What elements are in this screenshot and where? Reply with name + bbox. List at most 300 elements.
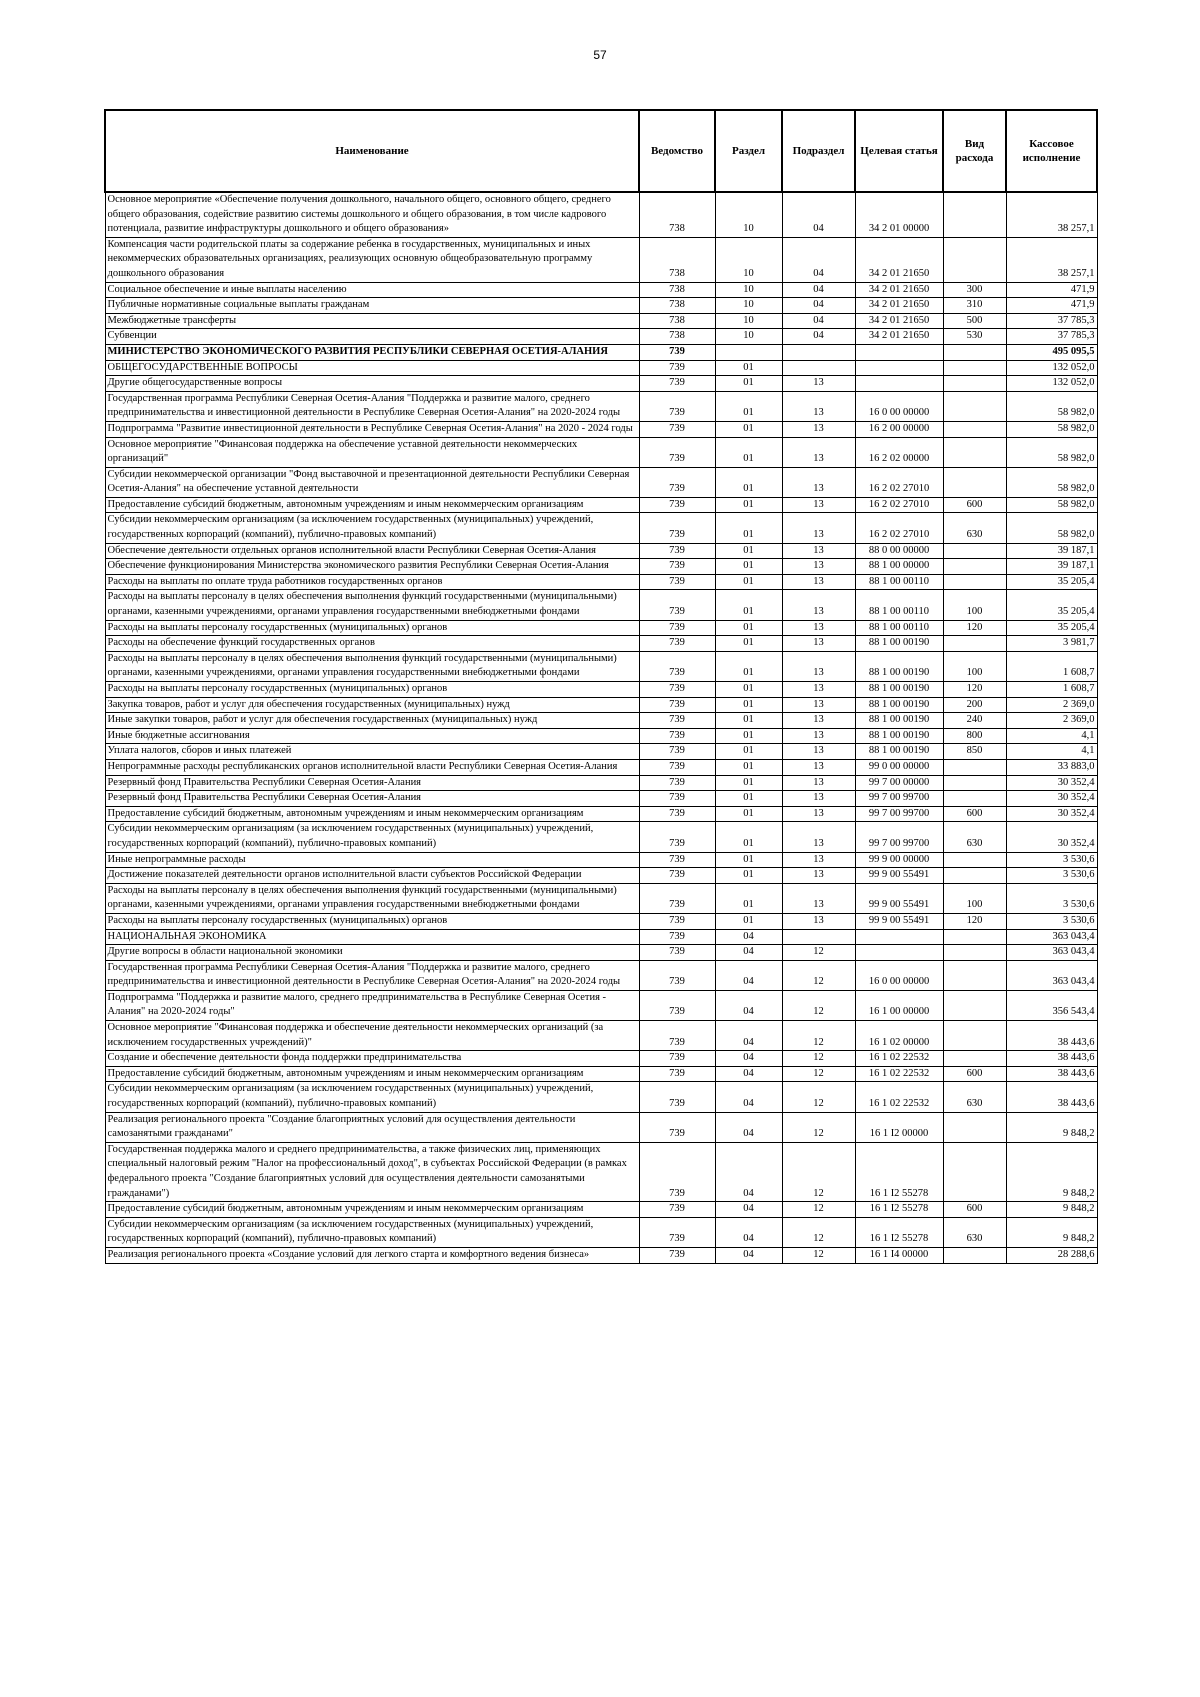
cell-podrazdel: 12 xyxy=(782,1112,855,1142)
cell-kassovoe-ispolnenie: 28 288,6 xyxy=(1006,1247,1097,1263)
table-row xyxy=(105,697,1097,713)
cell-podrazdel: 12 xyxy=(782,1142,855,1201)
cell-vid-raskhoda: 600 xyxy=(943,806,1006,822)
table-row xyxy=(105,852,1097,868)
cell-kassovoe-ispolnenie: 58 982,0 xyxy=(1006,391,1097,421)
table-body xyxy=(105,192,1097,1263)
cell-razdel: 04 xyxy=(715,945,782,961)
cell-vid-raskhoda: 310 xyxy=(943,298,1006,314)
cell-kassovoe-ispolnenie: 1 608,7 xyxy=(1006,682,1097,698)
cell-vedomstvo: 738 xyxy=(639,192,715,237)
cell-podrazdel: 13 xyxy=(782,421,855,437)
cell-kassovoe-ispolnenie: 30 352,4 xyxy=(1006,791,1097,807)
cell-tselevaya-statya: 34 2 01 21650 xyxy=(855,329,943,345)
cell-razdel: 01 xyxy=(715,759,782,775)
header-razdel: Раздел xyxy=(715,110,782,192)
cell-tselevaya-statya: 99 9 00 00000 xyxy=(855,852,943,868)
table-row xyxy=(105,791,1097,807)
cell-razdel: 01 xyxy=(715,590,782,620)
cell-podrazdel: 13 xyxy=(782,913,855,929)
cell-tselevaya-statya: 16 2 02 27010 xyxy=(855,513,943,543)
cell-vid-raskhoda: 200 xyxy=(943,697,1006,713)
cell-vedomstvo: 739 xyxy=(639,1066,715,1082)
cell-vid-raskhoda: 500 xyxy=(943,313,1006,329)
cell-vedomstvo: 739 xyxy=(639,376,715,392)
cell-kassovoe-ispolnenie: 38 257,1 xyxy=(1006,192,1097,237)
cell-vedomstvo: 739 xyxy=(639,990,715,1020)
cell-name: Компенсация части родительской платы за содержание ребенка в государственных, муниципальных и иных некоммерческих образовательных организациях, реализующих основную общеобразовательную программу дошкольного образования xyxy=(105,237,639,282)
cell-vid-raskhoda xyxy=(943,1112,1006,1142)
cell-name: Расходы на выплаты персоналу государственных (муниципальных) органов xyxy=(105,913,639,929)
cell-name: Предоставление субсидий бюджетным, автономным учреждениям и иным некоммерческим организациям xyxy=(105,806,639,822)
cell-vid-raskhoda xyxy=(943,421,1006,437)
cell-kassovoe-ispolnenie: 132 052,0 xyxy=(1006,360,1097,376)
cell-kassovoe-ispolnenie: 38 443,6 xyxy=(1006,1021,1097,1051)
cell-razdel: 01 xyxy=(715,636,782,652)
table-row xyxy=(105,728,1097,744)
cell-vedomstvo: 739 xyxy=(639,467,715,497)
cell-tselevaya-statya xyxy=(855,344,943,360)
cell-razdel: 01 xyxy=(715,744,782,760)
cell-podrazdel xyxy=(782,929,855,945)
cell-vedomstvo: 739 xyxy=(639,1082,715,1112)
cell-tselevaya-statya: 88 1 00 00190 xyxy=(855,713,943,729)
header-vedomstvo: Ведомство xyxy=(639,110,715,192)
cell-razdel: 04 xyxy=(715,1066,782,1082)
cell-tselevaya-statya: 88 1 00 00190 xyxy=(855,636,943,652)
table-row xyxy=(105,298,1097,314)
cell-name: Субсидии некоммерческим организациям (за исключением государственных (муниципальных) учреждений, государственных корпораций (компаний), публично-правовых компаний) xyxy=(105,1217,639,1247)
cell-kassovoe-ispolnenie: 39 187,1 xyxy=(1006,543,1097,559)
cell-razdel: 01 xyxy=(715,697,782,713)
cell-vedomstvo: 739 xyxy=(639,543,715,559)
cell-tselevaya-statya xyxy=(855,360,943,376)
cell-name: Иные бюджетные ассигнования xyxy=(105,728,639,744)
cell-razdel: 01 xyxy=(715,713,782,729)
table-row xyxy=(105,192,1097,237)
cell-podrazdel: 04 xyxy=(782,192,855,237)
cell-tselevaya-statya: 16 1 I2 55278 xyxy=(855,1142,943,1201)
cell-razdel: 01 xyxy=(715,574,782,590)
cell-name: Государственная программа Республики Северная Осетия-Алания "Поддержка и развитие малого, среднего предпринимательства и инвестиционной деятельности в Республике Северная Осетия-Алания" на 2020-2024 годы xyxy=(105,391,639,421)
table-row xyxy=(105,1021,1097,1051)
cell-podrazdel: 13 xyxy=(782,590,855,620)
cell-podrazdel: 13 xyxy=(782,467,855,497)
cell-razdel: 01 xyxy=(715,360,782,376)
cell-kassovoe-ispolnenie: 30 352,4 xyxy=(1006,775,1097,791)
cell-razdel: 01 xyxy=(715,421,782,437)
cell-name: Субсидии некоммерческим организациям (за исключением государственных (муниципальных) учреждений, государственных корпораций (компаний), публично-правовых компаний) xyxy=(105,513,639,543)
cell-podrazdel xyxy=(782,360,855,376)
cell-podrazdel: 13 xyxy=(782,791,855,807)
cell-vedomstvo: 739 xyxy=(639,391,715,421)
cell-vedomstvo: 739 xyxy=(639,728,715,744)
cell-name: Основное мероприятие "Финансовая поддержка на обеспечение уставной деятельности некоммерческих организаций" xyxy=(105,437,639,467)
cell-podrazdel xyxy=(782,344,855,360)
table-row xyxy=(105,1217,1097,1247)
cell-razdel: 04 xyxy=(715,1112,782,1142)
cell-razdel: 04 xyxy=(715,1082,782,1112)
header-vid-raskhoda: Вид расхода xyxy=(943,110,1006,192)
cell-vedomstvo: 739 xyxy=(639,913,715,929)
table-row xyxy=(105,759,1097,775)
cell-kassovoe-ispolnenie: 363 043,4 xyxy=(1006,929,1097,945)
table-row xyxy=(105,437,1097,467)
cell-podrazdel: 13 xyxy=(782,806,855,822)
table-row xyxy=(105,513,1097,543)
cell-podrazdel: 13 xyxy=(782,376,855,392)
cell-vid-raskhoda: 800 xyxy=(943,728,1006,744)
table-row xyxy=(105,1142,1097,1201)
cell-name: Достижение показателей деятельности органов исполнительной власти субъектов Российской Федерации xyxy=(105,868,639,884)
table-row xyxy=(105,590,1097,620)
cell-kassovoe-ispolnenie: 3 981,7 xyxy=(1006,636,1097,652)
budget-table xyxy=(104,109,1098,1264)
cell-kassovoe-ispolnenie: 37 785,3 xyxy=(1006,329,1097,345)
cell-name: Иные закупки товаров, работ и услуг для обеспечения государственных (муниципальных) нужд xyxy=(105,713,639,729)
table-row xyxy=(105,651,1097,681)
cell-vedomstvo: 739 xyxy=(639,744,715,760)
cell-kassovoe-ispolnenie: 38 257,1 xyxy=(1006,237,1097,282)
cell-tselevaya-statya: 99 7 00 99700 xyxy=(855,806,943,822)
cell-razdel: 01 xyxy=(715,437,782,467)
cell-vedomstvo: 739 xyxy=(639,437,715,467)
cell-tselevaya-statya: 16 2 02 27010 xyxy=(855,497,943,513)
table-row xyxy=(105,1247,1097,1263)
cell-vid-raskhoda xyxy=(943,437,1006,467)
table-row xyxy=(105,1112,1097,1142)
cell-name: Другие вопросы в области национальной экономики xyxy=(105,945,639,961)
cell-podrazdel: 13 xyxy=(782,775,855,791)
cell-podrazdel: 13 xyxy=(782,437,855,467)
cell-vid-raskhoda: 600 xyxy=(943,1066,1006,1082)
cell-kassovoe-ispolnenie: 363 043,4 xyxy=(1006,960,1097,990)
cell-kassovoe-ispolnenie: 132 052,0 xyxy=(1006,376,1097,392)
cell-kassovoe-ispolnenie: 9 848,2 xyxy=(1006,1142,1097,1201)
cell-name: НАЦИОНАЛЬНАЯ ЭКОНОМИКА xyxy=(105,929,639,945)
cell-kassovoe-ispolnenie: 39 187,1 xyxy=(1006,559,1097,575)
cell-podrazdel: 13 xyxy=(782,697,855,713)
table-row xyxy=(105,929,1097,945)
cell-tselevaya-statya: 99 7 00 99700 xyxy=(855,822,943,852)
cell-vid-raskhoda: 630 xyxy=(943,513,1006,543)
cell-name: Субвенции xyxy=(105,329,639,345)
cell-kassovoe-ispolnenie: 471,9 xyxy=(1006,298,1097,314)
cell-razdel: 01 xyxy=(715,376,782,392)
cell-vedomstvo: 739 xyxy=(639,1202,715,1218)
cell-podrazdel: 13 xyxy=(782,868,855,884)
table-row xyxy=(105,883,1097,913)
cell-tselevaya-statya: 16 1 I2 00000 xyxy=(855,1112,943,1142)
cell-podrazdel: 12 xyxy=(782,1082,855,1112)
cell-vid-raskhoda: 120 xyxy=(943,620,1006,636)
cell-razdel: 10 xyxy=(715,192,782,237)
cell-podrazdel: 13 xyxy=(782,713,855,729)
cell-kassovoe-ispolnenie: 58 982,0 xyxy=(1006,513,1097,543)
cell-razdel: 01 xyxy=(715,559,782,575)
cell-vid-raskhoda: 630 xyxy=(943,822,1006,852)
cell-name: Расходы на выплаты по оплате труда работников государственных органов xyxy=(105,574,639,590)
cell-vedomstvo: 739 xyxy=(639,713,715,729)
cell-razdel: 04 xyxy=(715,1247,782,1263)
cell-name: Расходы на выплаты персоналу в целях обеспечения выполнения функций государственными (муниципальными) органами, казенными учреждениями, органами управления государственными внебюджетными фондами xyxy=(105,590,639,620)
cell-razdel: 01 xyxy=(715,822,782,852)
cell-name: Предоставление субсидий бюджетным, автономным учреждениям и иным некоммерческим организациям xyxy=(105,1066,639,1082)
table-row xyxy=(105,237,1097,282)
cell-vedomstvo: 739 xyxy=(639,775,715,791)
cell-podrazdel: 12 xyxy=(782,945,855,961)
cell-vedomstvo: 738 xyxy=(639,282,715,298)
cell-vid-raskhoda: 120 xyxy=(943,682,1006,698)
cell-kassovoe-ispolnenie: 37 785,3 xyxy=(1006,313,1097,329)
cell-tselevaya-statya: 16 1 02 22532 xyxy=(855,1082,943,1112)
cell-podrazdel: 12 xyxy=(782,1021,855,1051)
cell-podrazdel: 12 xyxy=(782,1217,855,1247)
cell-kassovoe-ispolnenie: 38 443,6 xyxy=(1006,1051,1097,1067)
table-row xyxy=(105,806,1097,822)
cell-tselevaya-statya: 16 1 02 00000 xyxy=(855,1021,943,1051)
cell-razdel: 01 xyxy=(715,497,782,513)
cell-vedomstvo: 738 xyxy=(639,298,715,314)
cell-vedomstvo: 739 xyxy=(639,1051,715,1067)
cell-vid-raskhoda xyxy=(943,360,1006,376)
cell-tselevaya-statya: 99 7 00 99700 xyxy=(855,791,943,807)
cell-podrazdel: 12 xyxy=(782,1051,855,1067)
cell-tselevaya-statya: 99 0 00 00000 xyxy=(855,759,943,775)
cell-kassovoe-ispolnenie: 38 443,6 xyxy=(1006,1066,1097,1082)
cell-name: Реализация регионального проекта "Создание благоприятных условий для осуществления деятельности самозанятыми гражданами" xyxy=(105,1112,639,1142)
cell-name: Обеспечение функционирования Министерства экономического развития Республики Северная Осетия-Алания xyxy=(105,559,639,575)
cell-podrazdel: 12 xyxy=(782,960,855,990)
cell-razdel: 04 xyxy=(715,1051,782,1067)
table-row xyxy=(105,1082,1097,1112)
table-row xyxy=(105,822,1097,852)
cell-name: МИНИСТЕРСТВО ЭКОНОМИЧЕСКОГО РАЗВИТИЯ РЕСПУБЛИКИ СЕВЕРНАЯ ОСЕТИЯ-АЛАНИЯ xyxy=(105,344,639,360)
cell-podrazdel: 12 xyxy=(782,1247,855,1263)
cell-vedomstvo: 739 xyxy=(639,1142,715,1201)
cell-podrazdel: 13 xyxy=(782,543,855,559)
cell-name: Субсидии некоммерческим организациям (за исключением государственных (муниципальных) учреждений, государственных корпораций (компаний), публично-правовых компаний) xyxy=(105,822,639,852)
table-row xyxy=(105,744,1097,760)
cell-name: Резервный фонд Правительства Республики Северная Осетия-Алания xyxy=(105,791,639,807)
cell-razdel: 04 xyxy=(715,960,782,990)
cell-name: Закупка товаров, работ и услуг для обеспечения государственных (муниципальных) нужд xyxy=(105,697,639,713)
cell-podrazdel: 04 xyxy=(782,329,855,345)
cell-name: Межбюджетные трансферты xyxy=(105,313,639,329)
table-row xyxy=(105,990,1097,1020)
cell-vid-raskhoda xyxy=(943,636,1006,652)
cell-razdel: 01 xyxy=(715,513,782,543)
cell-tselevaya-statya: 16 1 I4 00000 xyxy=(855,1247,943,1263)
cell-kassovoe-ispolnenie: 2 369,0 xyxy=(1006,713,1097,729)
cell-podrazdel: 13 xyxy=(782,852,855,868)
cell-tselevaya-statya: 99 7 00 00000 xyxy=(855,775,943,791)
cell-name: Государственная поддержка малого и среднего предпринимательства, а также физических лиц, применяющих специальный налоговый режим "Налог на профессиональный доход", в субъектах Российской Федерации (в рамках федерального проекта "Создание благоприятных условий для осуществления деятельности самозанятыми гражданами") xyxy=(105,1142,639,1201)
cell-kassovoe-ispolnenie: 58 982,0 xyxy=(1006,497,1097,513)
cell-razdel: 04 xyxy=(715,1142,782,1201)
cell-razdel: 10 xyxy=(715,298,782,314)
cell-kassovoe-ispolnenie: 30 352,4 xyxy=(1006,806,1097,822)
cell-tselevaya-statya: 16 0 00 00000 xyxy=(855,960,943,990)
cell-vedomstvo: 739 xyxy=(639,590,715,620)
cell-vid-raskhoda xyxy=(943,775,1006,791)
table-row xyxy=(105,636,1097,652)
cell-podrazdel: 13 xyxy=(782,744,855,760)
cell-podrazdel: 13 xyxy=(782,651,855,681)
cell-vedomstvo: 739 xyxy=(639,574,715,590)
cell-tselevaya-statya: 16 1 02 22532 xyxy=(855,1066,943,1082)
cell-kassovoe-ispolnenie: 495 095,5 xyxy=(1006,344,1097,360)
cell-razdel: 01 xyxy=(715,543,782,559)
cell-razdel: 01 xyxy=(715,868,782,884)
cell-tselevaya-statya: 34 2 01 21650 xyxy=(855,298,943,314)
cell-vedomstvo: 739 xyxy=(639,806,715,822)
table-row xyxy=(105,1051,1097,1067)
cell-vedomstvo: 738 xyxy=(639,237,715,282)
cell-name: Предоставление субсидий бюджетным, автономным учреждениям и иным некоммерческим организациям xyxy=(105,1202,639,1218)
table-row xyxy=(105,282,1097,298)
cell-vid-raskhoda: 600 xyxy=(943,497,1006,513)
cell-name: Иные непрограммные расходы xyxy=(105,852,639,868)
cell-name: Расходы на выплаты персоналу в целях обеспечения выполнения функций государственными (муниципальными) органами, казенными учреждениями, органами управления государственными внебюджетными фондами xyxy=(105,651,639,681)
cell-vedomstvo: 739 xyxy=(639,945,715,961)
table-row xyxy=(105,313,1097,329)
table-row xyxy=(105,467,1097,497)
table-row xyxy=(105,620,1097,636)
cell-tselevaya-statya: 16 1 I2 55278 xyxy=(855,1202,943,1218)
cell-kassovoe-ispolnenie: 35 205,4 xyxy=(1006,590,1097,620)
cell-tselevaya-statya: 34 2 01 00000 xyxy=(855,192,943,237)
cell-tselevaya-statya: 88 1 00 00110 xyxy=(855,620,943,636)
cell-vid-raskhoda xyxy=(943,192,1006,237)
cell-razdel: 10 xyxy=(715,313,782,329)
cell-vedomstvo: 739 xyxy=(639,651,715,681)
cell-podrazdel: 13 xyxy=(782,574,855,590)
cell-name: Резервный фонд Правительства Республики Северная Осетия-Алания xyxy=(105,775,639,791)
cell-razdel: 04 xyxy=(715,1202,782,1218)
cell-kassovoe-ispolnenie: 38 443,6 xyxy=(1006,1082,1097,1112)
cell-podrazdel: 13 xyxy=(782,728,855,744)
cell-vedomstvo: 739 xyxy=(639,360,715,376)
cell-name: Подпрограмма "Поддержка и развитие малого, среднего предпринимательства в Республике Северная Осетия - Алания" на 2020-2024 годы" xyxy=(105,990,639,1020)
cell-podrazdel: 12 xyxy=(782,990,855,1020)
table-row xyxy=(105,391,1097,421)
cell-kassovoe-ispolnenie: 4,1 xyxy=(1006,744,1097,760)
cell-razdel: 01 xyxy=(715,682,782,698)
cell-name: Обеспечение деятельности отдельных органов исполнительной власти Республики Северная Осетия-Алания xyxy=(105,543,639,559)
cell-vedomstvo: 739 xyxy=(639,513,715,543)
cell-podrazdel: 13 xyxy=(782,620,855,636)
cell-name: Расходы на выплаты персоналу государственных (муниципальных) органов xyxy=(105,620,639,636)
cell-tselevaya-statya: 99 9 00 55491 xyxy=(855,883,943,913)
cell-razdel: 10 xyxy=(715,329,782,345)
cell-razdel: 01 xyxy=(715,791,782,807)
cell-podrazdel: 13 xyxy=(782,513,855,543)
cell-razdel: 10 xyxy=(715,282,782,298)
cell-tselevaya-statya: 88 1 00 00000 xyxy=(855,559,943,575)
cell-name: Реализация регионального проекта «Создание условий для легкого старта и комфортного ведения бизнеса» xyxy=(105,1247,639,1263)
table-row xyxy=(105,344,1097,360)
cell-podrazdel: 04 xyxy=(782,313,855,329)
cell-vedomstvo: 739 xyxy=(639,822,715,852)
cell-razdel: 01 xyxy=(715,391,782,421)
cell-podrazdel: 04 xyxy=(782,298,855,314)
table-row xyxy=(105,329,1097,345)
cell-razdel: 04 xyxy=(715,929,782,945)
cell-tselevaya-statya: 16 1 02 22532 xyxy=(855,1051,943,1067)
cell-razdel: 04 xyxy=(715,1021,782,1051)
cell-vid-raskhoda xyxy=(943,574,1006,590)
cell-name: Непрограммные расходы республиканских органов исполнительной власти Республики Северная Осетия-Алания xyxy=(105,759,639,775)
cell-vid-raskhoda: 630 xyxy=(943,1082,1006,1112)
cell-kassovoe-ispolnenie: 2 369,0 xyxy=(1006,697,1097,713)
header-tselevaya-statya: Целевая статья xyxy=(855,110,943,192)
cell-name: Публичные нормативные социальные выплаты гражданам xyxy=(105,298,639,314)
cell-vid-raskhoda xyxy=(943,1142,1006,1201)
cell-tselevaya-statya: 34 2 01 21650 xyxy=(855,313,943,329)
table-row xyxy=(105,868,1097,884)
cell-vid-raskhoda: 630 xyxy=(943,1217,1006,1247)
cell-name: Расходы на выплаты персоналу в целях обеспечения выполнения функций государственными (муниципальными) органами, казенными учреждениями, органами управления государственными внебюджетными фондами xyxy=(105,883,639,913)
cell-vedomstvo: 738 xyxy=(639,313,715,329)
cell-razdel: 01 xyxy=(715,467,782,497)
cell-vid-raskhoda xyxy=(943,929,1006,945)
cell-vid-raskhoda: 300 xyxy=(943,282,1006,298)
cell-razdel: 01 xyxy=(715,620,782,636)
cell-vedomstvo: 739 xyxy=(639,960,715,990)
cell-kassovoe-ispolnenie: 30 352,4 xyxy=(1006,822,1097,852)
cell-tselevaya-statya: 88 1 00 00190 xyxy=(855,651,943,681)
page-number: 57 xyxy=(593,48,607,62)
cell-vid-raskhoda xyxy=(943,344,1006,360)
table-row xyxy=(105,960,1097,990)
cell-tselevaya-statya: 88 1 00 00190 xyxy=(855,682,943,698)
cell-tselevaya-statya: 99 9 00 55491 xyxy=(855,913,943,929)
cell-name: Создание и обеспечение деятельности фонда поддержки предпринимательства xyxy=(105,1051,639,1067)
cell-name: Основное мероприятие «Обеспечение получения дошкольного, начального общего, основного общего, среднего общего образования, содействие развитию системы дошкольного и общего образования, в том числе кадрового потенциала, развитие инфраструктуры дошкольного и общего образования» xyxy=(105,192,639,237)
cell-kassovoe-ispolnenie: 363 043,4 xyxy=(1006,945,1097,961)
cell-podrazdel: 04 xyxy=(782,282,855,298)
cell-kassovoe-ispolnenie: 471,9 xyxy=(1006,282,1097,298)
cell-kassovoe-ispolnenie: 33 883,0 xyxy=(1006,759,1097,775)
cell-tselevaya-statya: 34 2 01 21650 xyxy=(855,282,943,298)
table-row xyxy=(105,945,1097,961)
cell-razdel: 01 xyxy=(715,728,782,744)
cell-vid-raskhoda xyxy=(943,391,1006,421)
header-name: Наименование xyxy=(105,110,639,192)
cell-vedomstvo: 739 xyxy=(639,682,715,698)
cell-podrazdel: 13 xyxy=(782,682,855,698)
cell-razdel: 01 xyxy=(715,852,782,868)
cell-kassovoe-ispolnenie: 4,1 xyxy=(1006,728,1097,744)
cell-tselevaya-statya: 16 2 02 27010 xyxy=(855,467,943,497)
cell-name: Социальное обеспечение и иные выплаты населению xyxy=(105,282,639,298)
cell-vid-raskhoda xyxy=(943,1021,1006,1051)
table-row xyxy=(105,1202,1097,1218)
cell-vedomstvo: 739 xyxy=(639,421,715,437)
cell-kassovoe-ispolnenie: 9 848,2 xyxy=(1006,1202,1097,1218)
cell-name: Субсидии некоммерческим организациям (за исключением государственных (муниципальных) учреждений, государственных корпораций (компаний), публично-правовых компаний) xyxy=(105,1082,639,1112)
cell-tselevaya-statya xyxy=(855,929,943,945)
cell-podrazdel: 13 xyxy=(782,559,855,575)
cell-vid-raskhoda xyxy=(943,945,1006,961)
cell-tselevaya-statya: 88 1 00 00190 xyxy=(855,697,943,713)
cell-vid-raskhoda xyxy=(943,1247,1006,1263)
cell-name: Расходы на обеспечение функций государственных органов xyxy=(105,636,639,652)
table-row xyxy=(105,421,1097,437)
cell-vid-raskhoda xyxy=(943,467,1006,497)
cell-kassovoe-ispolnenie: 35 205,4 xyxy=(1006,574,1097,590)
